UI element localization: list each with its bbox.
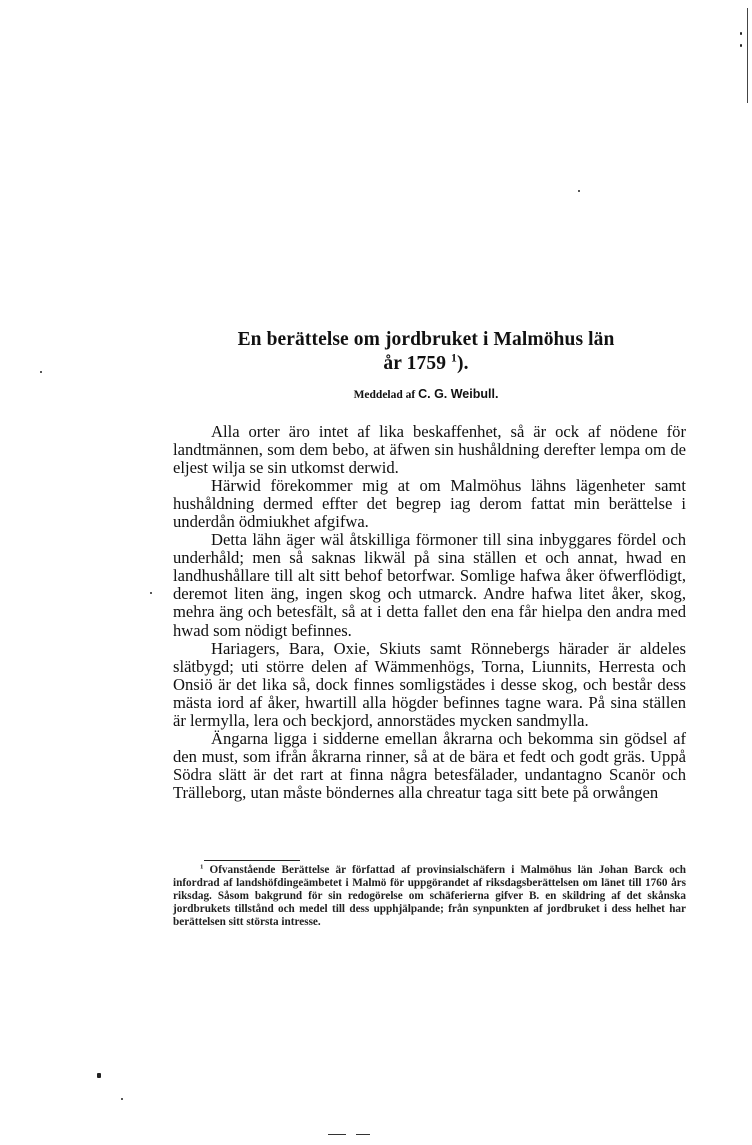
footnote-mark: 1 <box>200 863 204 871</box>
scan-dash <box>328 1134 346 1135</box>
paragraph: Ängarna ligga i sidderne emellan åkrarna och bekomma sin gödsel af den must, som ifrån åkrarna rinner, så at de bära et fedt och godt gräs. Uppå Södra slätt är det rart at finna några betesfälader, undantagno Scanör och Trälleborg, utan måste böndernes alla chreatur taga sitt bete på orwången <box>173 728 686 802</box>
paragraph: Hariagers, Bara, Oxie, Skiuts samt Rönnebergs härader är aldeles slätbygd; uti större delen af Wämmenhögs, Torna, Liunnits, Herresta och Onsiö är det lika så, dock finnes somligstädes i desse skog, och består dess mästa iord af åker, hwartill alla högder befinnes tagne wara. På sina ställen är lermylla, lera och beckjord, annorstädes mycken sandmylla. <box>173 638 686 730</box>
title-footnote-mark: 1 <box>451 351 457 365</box>
title-text-2: år 1759 <box>383 353 447 374</box>
byline <box>160 387 692 401</box>
page-edge-rule <box>747 8 748 103</box>
paragraph: Härwid förekommer mig at om Malmöhus lähns lägenheter samt hushåldning dermed effter det begrep iag derom fattat min berättelse i underdån ödmiukhet afgifwa. <box>173 476 686 532</box>
footnote-paragraph <box>173 864 686 929</box>
title-text-1: En berättelse om jordbruket i Malmöhus län <box>237 329 615 350</box>
paragraph: Detta lähn äger wäl åtskilliga förmoner till sina inbyggares fördel och underhåld; men så saknas likwäl på sina ställen et och annat, hwad en landhushållare till alt sitt behof betorfwar. Somlige hafwa åker öfwerflödigt, deremot liten äng, ingen skog och utmarck. Andre hafwa litet åker, skog, mehra äng och betesfält, så at i detta fallet den ena får hielpa den andra med hwad som nödigt befinnes. <box>173 530 686 640</box>
scan-speck <box>578 190 580 192</box>
footnote-text: Ofvanstående Berättelse är författad af provinsialschäfern i Malmöhus län Johan Barck och infordrad af landshöfdingeämbetet i Malmö för uppgörandet af riksdagsberättelsen om länet till 1760 års riksdag. Såsom bakgrund för sin redogörelse om schäferierna gifver B. en skildring af det skånska jordbrukets tillstånd och medel till dess upphjälpande; från synpunkten af jordbruket i dess helhet har berättelsen sitt största intresse. <box>173 864 686 928</box>
title-end: ). <box>457 353 469 374</box>
scan-speck <box>150 592 152 594</box>
paragraph: Alla orter äro intet af lika beskaffenhet, så är ock af nödene för landtmännen, som dem bebo, at äfwen sin hushåldning derefter lempa om de eljest wilja se sin utkomst derwid. <box>173 422 686 478</box>
scan-speck <box>740 32 742 35</box>
footnote-divider <box>204 860 300 861</box>
article-title-line-1 <box>160 328 692 352</box>
footnote <box>173 864 686 929</box>
byline-author: C. G. Weibull. <box>418 387 499 401</box>
scan-dash <box>356 1134 370 1135</box>
article-body <box>173 423 686 802</box>
byline-prefix: Meddelad af <box>353 389 416 401</box>
scan-speck <box>40 371 42 373</box>
scan-speck <box>97 1073 101 1078</box>
article-title-line-2 <box>160 352 692 376</box>
scan-speck <box>121 1098 123 1100</box>
scan-speck <box>740 44 742 47</box>
